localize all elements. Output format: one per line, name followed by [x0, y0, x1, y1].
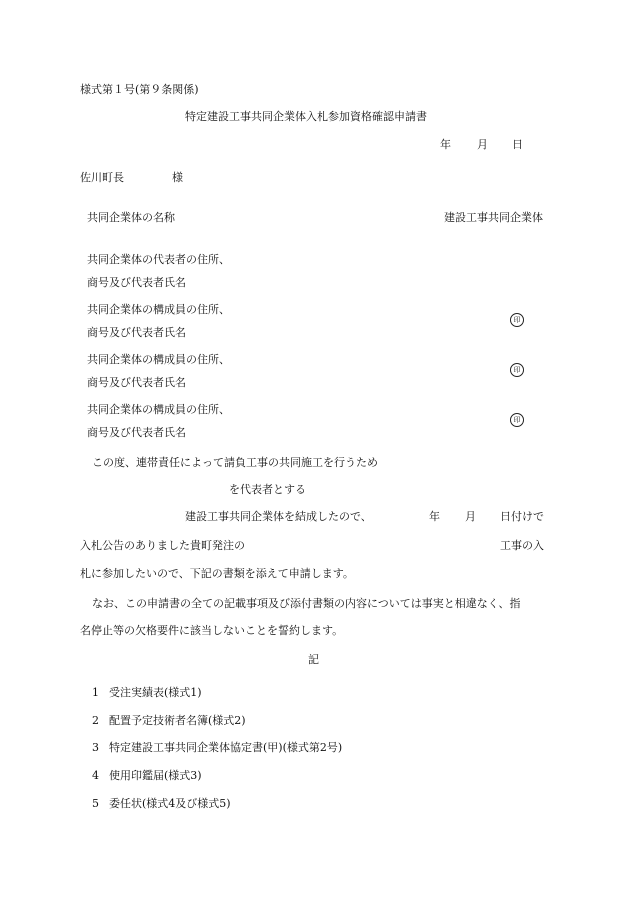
body-paragraph-2: を代表者とする — [229, 483, 306, 496]
jv-name-label: 共同企業体の名称 — [87, 211, 175, 224]
body-paragraph-4b: 工事の入 — [500, 539, 544, 552]
member-2-address-label: 共同企業体の構成員の住所、 — [87, 353, 230, 366]
member-1-seal-mark: 印 — [510, 313, 524, 327]
body-paragraph-3a: 建設工事共同企業体を結成したので、 — [185, 510, 372, 523]
record-heading: 記 — [308, 653, 319, 666]
body-paragraph-4a: 入札公告のありました貴町発注の — [80, 539, 245, 552]
attachment-5-text: 委任状(様式4及び様式5) — [109, 797, 231, 810]
date-year: 年 — [440, 138, 451, 151]
addressee-honorific: 様 — [172, 171, 183, 184]
representative-name-label: 商号及び代表者氏名 — [87, 276, 186, 289]
member-1-address-label: 共同企業体の構成員の住所、 — [87, 303, 230, 316]
attachment-5-number: 5 — [92, 797, 99, 810]
attachment-1-text: 受注実績表(様式1) — [109, 686, 202, 699]
member-3-seal-mark: 印 — [510, 413, 524, 427]
member-2-name-label: 商号及び代表者氏名 — [87, 376, 186, 389]
member-3-name-label: 商号及び代表者氏名 — [87, 426, 186, 439]
attachment-1-number: 1 — [92, 686, 99, 699]
attachment-4-number: 4 — [92, 769, 99, 782]
member-3-address-label: 共同企業体の構成員の住所、 — [87, 403, 230, 416]
body-paragraph-6: なお、この申請書の全ての記載事項及び添付書類の内容については事実と相違なく、指 — [92, 597, 521, 610]
date-month: 月 — [477, 138, 488, 151]
body-paragraph-5: 札に参加したいので、下記の書類を添えて申請します。 — [80, 567, 354, 580]
attachment-2-number: 2 — [92, 714, 99, 727]
body-paragraph-3-year: 年 — [429, 510, 440, 523]
date-day: 日 — [512, 138, 523, 151]
body-paragraph-1: この度、連帯責任によって請負工事の共同施工を行うため — [92, 456, 378, 469]
addressee-name: 佐川町長 — [80, 171, 124, 184]
member-2-seal-mark: 印 — [510, 363, 524, 377]
document-title: 特定建設工事共同企業体入札参加資格確認申請書 — [185, 110, 427, 123]
attachment-4-text: 使用印鑑届(様式3) — [109, 769, 202, 782]
body-paragraph-3-month: 月 — [465, 510, 476, 523]
form-number: 様式第１号(第９条関係) — [80, 83, 199, 96]
attachment-2-text: 配置予定技術者名簿(様式2) — [109, 714, 246, 727]
attachment-3-number: 3 — [92, 741, 99, 754]
attachment-3-text: 特定建設工事共同企業体協定書(甲)(様式第2号) — [109, 741, 343, 754]
body-paragraph-3-day: 日付けで — [500, 510, 544, 523]
jv-name-suffix: 建設工事共同企業体 — [444, 211, 543, 224]
representative-address-label: 共同企業体の代表者の住所、 — [87, 253, 230, 266]
body-paragraph-7: 名停止等の欠格要件に該当しないことを誓約します。 — [80, 624, 344, 637]
member-1-name-label: 商号及び代表者氏名 — [87, 326, 186, 339]
